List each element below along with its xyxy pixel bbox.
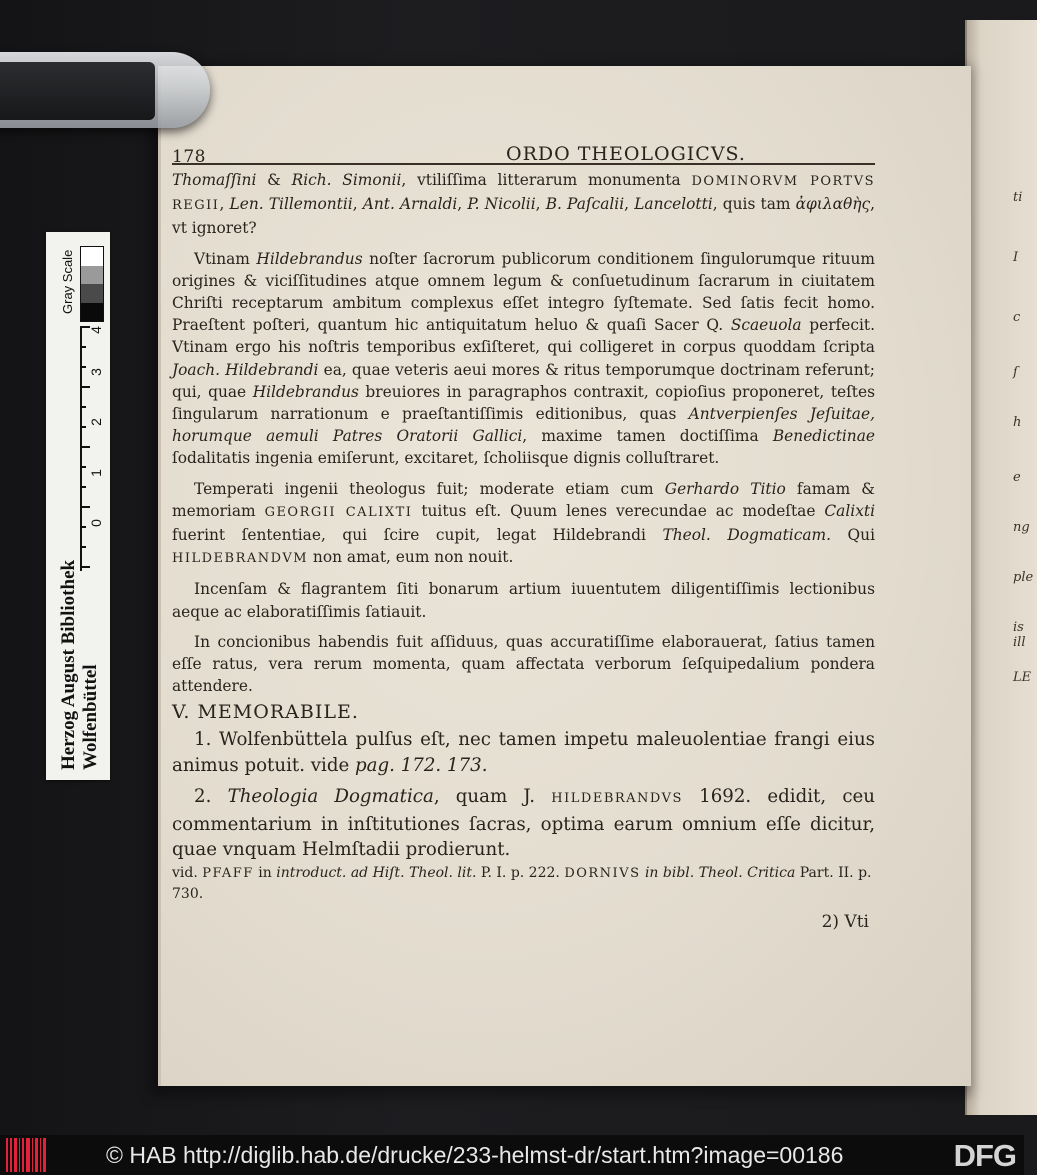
library-name xyxy=(58,560,102,770)
ruler-number-2: 2 xyxy=(87,418,104,426)
text-run: Hildebrandus xyxy=(256,249,363,268)
text-run: Antverpienſes Jeſuitae, horumque aemuli Patres Oratorii Gallici xyxy=(172,405,875,446)
text-run: PFAFF xyxy=(202,865,254,881)
section-heading: V. MEMORABILE. xyxy=(172,701,359,724)
text-run: ea, quae veteris aeui mores & ritus temporumque doctrinam referunt; qui, quae xyxy=(172,360,875,401)
barcode-bar xyxy=(40,1138,41,1172)
catchword: 2) Vti xyxy=(821,911,869,932)
text-run: Thomaſſini xyxy=(172,171,257,189)
barcode-icon xyxy=(6,1138,46,1172)
text-run: P. I. p. 222. xyxy=(476,864,565,881)
barcode-bar xyxy=(43,1138,46,1172)
gray-scale-card xyxy=(46,232,110,780)
ruler-tick xyxy=(80,426,86,428)
text-run: Calixti xyxy=(824,501,875,520)
text-run: Len. Tillemontii xyxy=(229,195,353,214)
next-page-fragment: ng xyxy=(1013,520,1030,535)
text-run: , xyxy=(352,195,363,214)
text-run: 2. xyxy=(194,786,228,808)
text-run: Qui xyxy=(830,526,875,545)
text-run: perfecit. Vtinam ergo his noſtris temporibus exſiſteret, qui colligeret in corpus quoddam ſcripta xyxy=(172,316,875,357)
next-page-fragment: e xyxy=(1013,470,1021,485)
text-run: Part. II. p. 730. xyxy=(172,864,872,902)
text-run: non amat, eum non nouit. xyxy=(308,548,514,567)
ruler-tick xyxy=(80,346,86,348)
paragraph-1 xyxy=(172,169,875,240)
memorabile-item-1 xyxy=(172,727,875,778)
barcode-bar xyxy=(6,1138,8,1172)
text-run: Theologia Dogmatica xyxy=(227,786,434,808)
text-run: , quam J. xyxy=(433,786,552,808)
barcode-bar xyxy=(35,1138,37,1172)
next-page-edge xyxy=(965,20,1037,1115)
next-page-fragment: c xyxy=(1013,310,1021,325)
text-run: , xyxy=(457,195,468,214)
text-run: , xyxy=(624,195,635,214)
text-run: DOMINORVM PORTVS REGII xyxy=(172,174,876,214)
barcode-bar xyxy=(10,1138,11,1172)
next-page-fragment: ple xyxy=(1013,570,1034,585)
next-page-fragment: ſ xyxy=(1013,365,1018,380)
barcode-bar xyxy=(26,1138,30,1172)
next-page-fragment: LE xyxy=(1013,670,1032,685)
text-run: Lancelotti xyxy=(634,195,713,214)
text-run: introduct. ad Hiſt. Theol. lit. xyxy=(276,864,477,881)
text-run: pag. 172. 173. xyxy=(355,754,488,776)
text-run: Temperati ingenii theologus fuit; moderate etiam cum xyxy=(194,479,665,498)
ruler-number-0: 0 xyxy=(87,519,104,527)
gray-patches xyxy=(80,246,104,322)
ruler-tick xyxy=(80,526,86,528)
text-run: tuitus eſt. Quum lenes verecundae ac modeſtae xyxy=(412,501,825,520)
barcode-bar xyxy=(19,1138,20,1172)
text-run: famam & memoriam xyxy=(172,479,875,520)
text-run: P. Nicolii xyxy=(467,195,536,214)
glass-weight-bar xyxy=(0,52,210,128)
library-name-line-2: Wolfenbüttel xyxy=(80,664,101,770)
text-run: Rich. Simonii xyxy=(291,171,402,189)
text-run: in xyxy=(253,864,277,881)
barcode-bar xyxy=(14,1138,17,1172)
text-run: , xyxy=(535,195,546,214)
text-run: Hildebrandus xyxy=(252,382,359,401)
text-run: Ant. Arnaldi xyxy=(362,195,458,214)
text-run: Scaeuola xyxy=(730,316,802,335)
paragraph-3 xyxy=(172,478,875,571)
ruler-tick xyxy=(80,446,90,448)
dfg-logo: DFG xyxy=(953,1138,1016,1173)
text-run: Theol. Dogmaticam. xyxy=(662,526,831,545)
text-run: vid. xyxy=(172,864,203,881)
text-run: ſodalitatis ingenia emiſerunt, excitaret, ſcholiisque dignis colluſtraret. xyxy=(172,449,720,468)
ruler-tick xyxy=(80,366,86,368)
barcode-bar xyxy=(22,1138,24,1172)
text-run: Incenſam & flagrantem ſiti bonarum artium iuuentutem diligentiſſimis lectionibus aeque ac elaboratiſſimis ſatiauit. xyxy=(172,580,875,621)
ruler-tick xyxy=(80,406,86,408)
text-run: , vt ignoret? xyxy=(172,195,875,238)
text-run: , vtiliſſima litterarum monumenta xyxy=(401,171,692,189)
text-run: 1692. edidit, ceu commentarium in inſtitutiones ſacras, optima earum omnium eſſe dicitur, quae vnquam Helmſtadii prodierunt. xyxy=(172,786,876,861)
page-number: 178 xyxy=(172,147,206,167)
text-run: , maxime tamen doctiſſima xyxy=(522,427,773,446)
text-run: In concionibus habendis fuit aſſiduus, quas accuratiſſime elaborauerat, ſatius tamen eſſe ratus, vera rerum momenta, quam affectata verborum ſeſquipedalium pondera attendere. xyxy=(172,632,875,696)
ruler-tick xyxy=(80,386,90,388)
text-run: 1. Wolfenbüttela pulſus eſt, nec tamen impetu maleuolentiae frangi eius animus potuit. vide xyxy=(172,729,875,776)
reference-note xyxy=(172,863,875,905)
running-head xyxy=(172,133,875,165)
ruler-tick xyxy=(80,546,86,548)
text-run: HILDEBRANDVS xyxy=(551,791,683,807)
text-run: , quis tam xyxy=(712,195,796,214)
ruler-tick xyxy=(80,486,86,488)
text-run: , xyxy=(219,195,230,214)
copyright-link[interactable]: © HAB http://diglib.hab.de/drucke/233-helmst-dr/start.htm?image=00186 xyxy=(106,1141,844,1168)
ruler xyxy=(80,326,86,571)
memorabile-item-2 xyxy=(172,784,875,863)
next-page-fragment: is ill xyxy=(1013,620,1026,650)
library-name-line-1: Herzog August Bibliothek xyxy=(58,559,79,770)
text-run: breuiores in paragraphos contraxit, copioſius proponeret, teſtes ſingularum narrationum e praeſtantiſſimis editionibus, quas xyxy=(172,382,875,424)
ruler-tick xyxy=(80,466,86,468)
text-run: HILDEBRANDVM xyxy=(172,551,309,567)
page-text-block xyxy=(172,133,876,932)
running-head-title: ORDO THEOLOGICVS. xyxy=(506,143,746,165)
gray-scale-label: Gray Scale xyxy=(60,249,75,314)
text-run: Joach. Hildebrandi xyxy=(172,360,319,379)
ruler-number-4: 4 xyxy=(87,326,104,334)
paragraph-4 xyxy=(172,578,875,622)
text-run: Gerhardo Titio xyxy=(664,479,786,498)
barcode-bar xyxy=(32,1138,33,1172)
paragraph-2 xyxy=(172,248,875,470)
next-page-fragment: ti xyxy=(1013,190,1023,205)
ruler-number-1: 1 xyxy=(87,469,104,477)
text-run: Vtinam xyxy=(194,249,257,268)
text-run: DORNIVS xyxy=(564,865,641,881)
text-run: ἀφιλαθὴς xyxy=(795,195,871,214)
ruler-number-3: 3 xyxy=(87,368,104,376)
text-run: noſter ſacrorum publicorum conditionem ſingulorumque rituum origines & viciſſitudines atque omnem legum & conſuetudinum ſacrarum in ciuitatem Chriſti receptarum ambitum complexus eſſet integro ſyſtemate. Sed ſatis fecit homo. Praeſtent poſteri, quantum hic antiquitatum heluo & quaſi Sacer Q. xyxy=(172,249,876,335)
ruler-tick xyxy=(80,506,90,508)
text-run: & xyxy=(256,171,292,189)
text-run: B. Paſcalii xyxy=(545,195,625,214)
footer-bar xyxy=(0,1135,1024,1175)
next-page-fragment: I xyxy=(1013,250,1019,265)
text-run: GEORGII CALIXTI xyxy=(264,504,413,520)
text-run: fuerint ſententiae, qui ſcire cupit, legat Hildebrandi xyxy=(172,526,663,545)
next-page-fragment: h xyxy=(1013,415,1022,430)
paragraph-5 xyxy=(172,631,875,698)
text-run: Benedictinae xyxy=(772,427,875,446)
text-run: in bibl. Theol. Critica xyxy=(644,864,796,881)
